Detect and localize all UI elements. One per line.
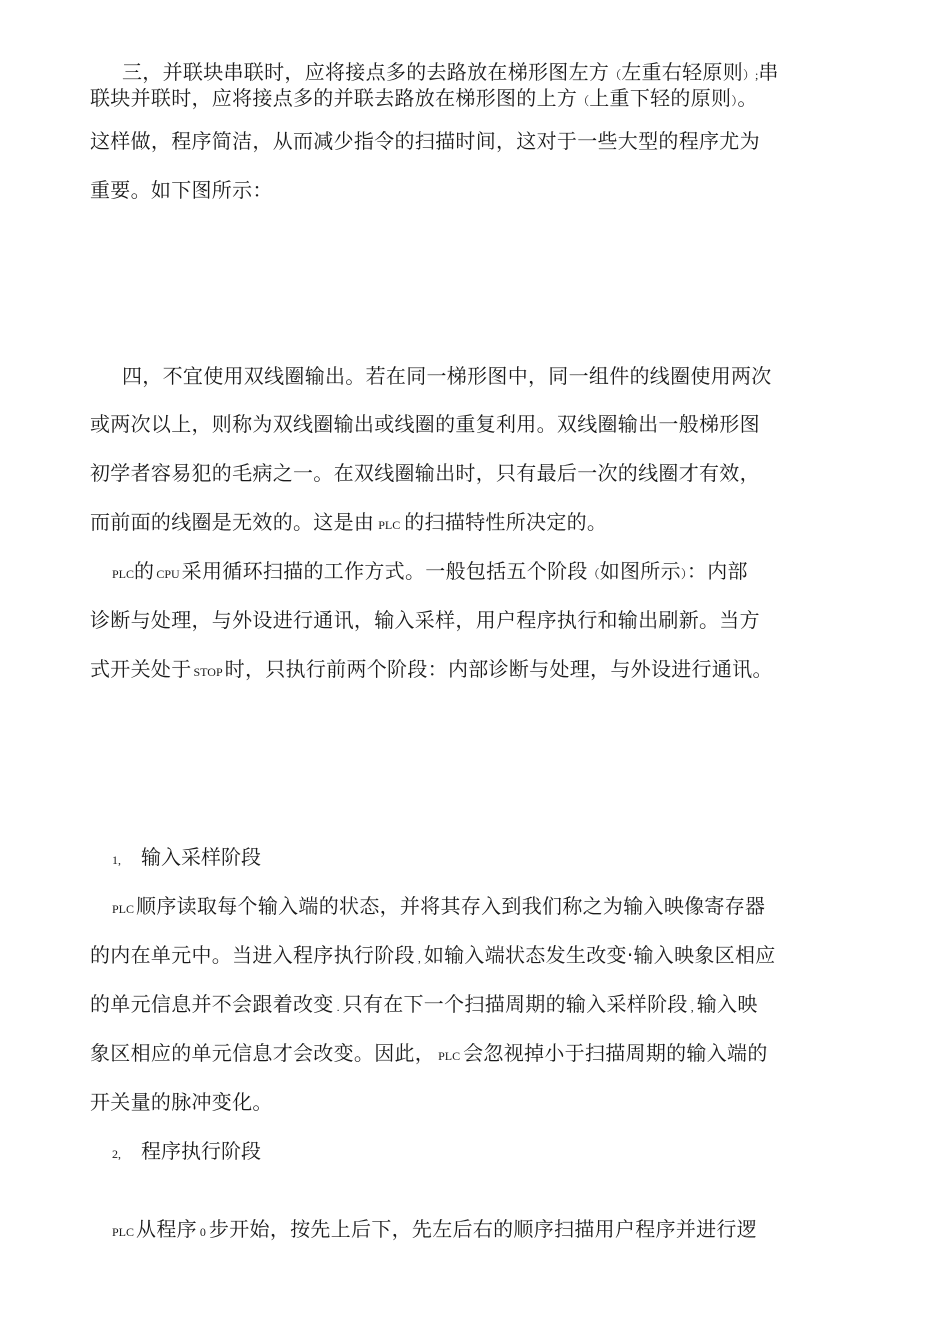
text-span: 从程序 <box>136 1217 197 1241</box>
section1-line1 <box>112 894 765 921</box>
text-span: 的单元信息并不会跟着改变 <box>90 992 334 1016</box>
text-span: 式开关处于 <box>90 657 192 681</box>
text-span: 输入映 <box>696 992 758 1016</box>
text-span: CPU <box>156 567 180 581</box>
text-span: · <box>626 943 634 967</box>
para4-line3: 初学者容易犯的毛病之一。在双线圈输出时，只有最后一次的线圈才有效， <box>90 461 760 485</box>
text-span: 联块并联时，应将接点多的并联去路放在梯形图的上方 <box>90 86 578 110</box>
text-span: 串 <box>758 60 779 84</box>
text-span: ）; <box>743 68 759 82</box>
para3-line3: 这样做，程序简洁，从而减少指令的扫描时间，这对于一些大型的程序尤为 <box>90 129 760 153</box>
para3-line1 <box>122 60 779 87</box>
para4-line2: 或两次以上，则称为双线圈输出或线圈的重复利用。双线圈输出一般梯形图 <box>90 412 760 436</box>
text-span: 如图所示 <box>599 559 681 583</box>
text-span: 左重右轻原则 <box>621 60 744 84</box>
text-span: 采用循环扫描的工作方式。一般包括五个阶段 <box>181 559 588 583</box>
text-span: , <box>417 951 421 965</box>
para3-line2 <box>90 86 758 113</box>
para5-line2: 诊断与处理，与外设进行通讯，输入采样，用户程序执行和输出刷新。当方 <box>90 608 760 632</box>
section2-number: 2, <box>112 1147 121 1161</box>
text-span: 0 <box>199 1225 206 1239</box>
text-span: （ <box>577 94 590 108</box>
text-span: PLC <box>112 902 135 916</box>
text-span: 输入映象区相应 <box>633 943 776 967</box>
section2-line1 <box>112 1217 757 1244</box>
para4-line4 <box>90 510 607 537</box>
text-span: 步开始，按先上后下，先左后右的顺序扫描用户程序并进行逻 <box>208 1217 758 1241</box>
text-span: （ <box>609 68 622 82</box>
text-span: （ <box>587 567 600 581</box>
text-span: 只有在下一个扫描周期的输入采样阶段 <box>342 992 688 1016</box>
section1-number: 1, <box>112 853 121 867</box>
text-span: PLC <box>112 1225 135 1239</box>
text-span: 。 <box>737 86 758 110</box>
text-span: 的内在单元中。当进入程序执行阶段 <box>90 943 415 967</box>
text-span: PLC <box>378 518 401 532</box>
text-span: 顺序读取每个输入端的状态，并将其存入到我们称之为输入映像寄存器 <box>136 894 766 918</box>
text-span: ） <box>680 567 687 581</box>
text-span: PLC <box>112 567 135 581</box>
text-span: ） <box>731 94 738 108</box>
text-span: 三，并联块串联时，应将接点多的去路放在梯形图左方 <box>122 60 610 84</box>
text-span: . <box>336 1000 340 1014</box>
para5-line3 <box>90 657 773 684</box>
text-span: 会忽视掉小于扫描周期的输入端的 <box>463 1041 768 1065</box>
text-span: 上重下轻的原则 <box>589 86 732 110</box>
section1-line2 <box>90 943 776 970</box>
text-span: 的 <box>134 559 155 583</box>
section2-title: 程序执行阶段 <box>141 1139 261 1163</box>
text-span: 时，只执行前两个阶段：内部诊断与处理，与外设进行通讯。 <box>224 657 773 681</box>
text-span: STOP <box>193 665 223 679</box>
text-span: PLC <box>438 1049 461 1063</box>
text-span: 象区相应的单元信息才会改变。因此， <box>90 1041 436 1065</box>
section1-line5: 开关量的脉冲变化。 <box>90 1090 273 1114</box>
text-span: , <box>690 1000 694 1014</box>
text-span: 如输入端状态发生改变 <box>423 943 627 967</box>
text-span: 而前面的线圈是无效的。这是由 <box>90 510 375 534</box>
text-span: 的扫描特性所决定的。 <box>404 510 608 534</box>
text-span: ：内部 <box>686 559 748 583</box>
para5-line1 <box>112 559 748 586</box>
section1-line3 <box>90 992 758 1019</box>
section1-line4 <box>90 1041 768 1068</box>
section1-title: 输入采样阶段 <box>141 845 261 869</box>
para3-line4: 重要。如下图所示： <box>90 178 273 202</box>
para4-line1: 四，不宜使用双线圈输出。若在同一梯形图中，同一组件的线圈使用两次 <box>122 364 772 388</box>
